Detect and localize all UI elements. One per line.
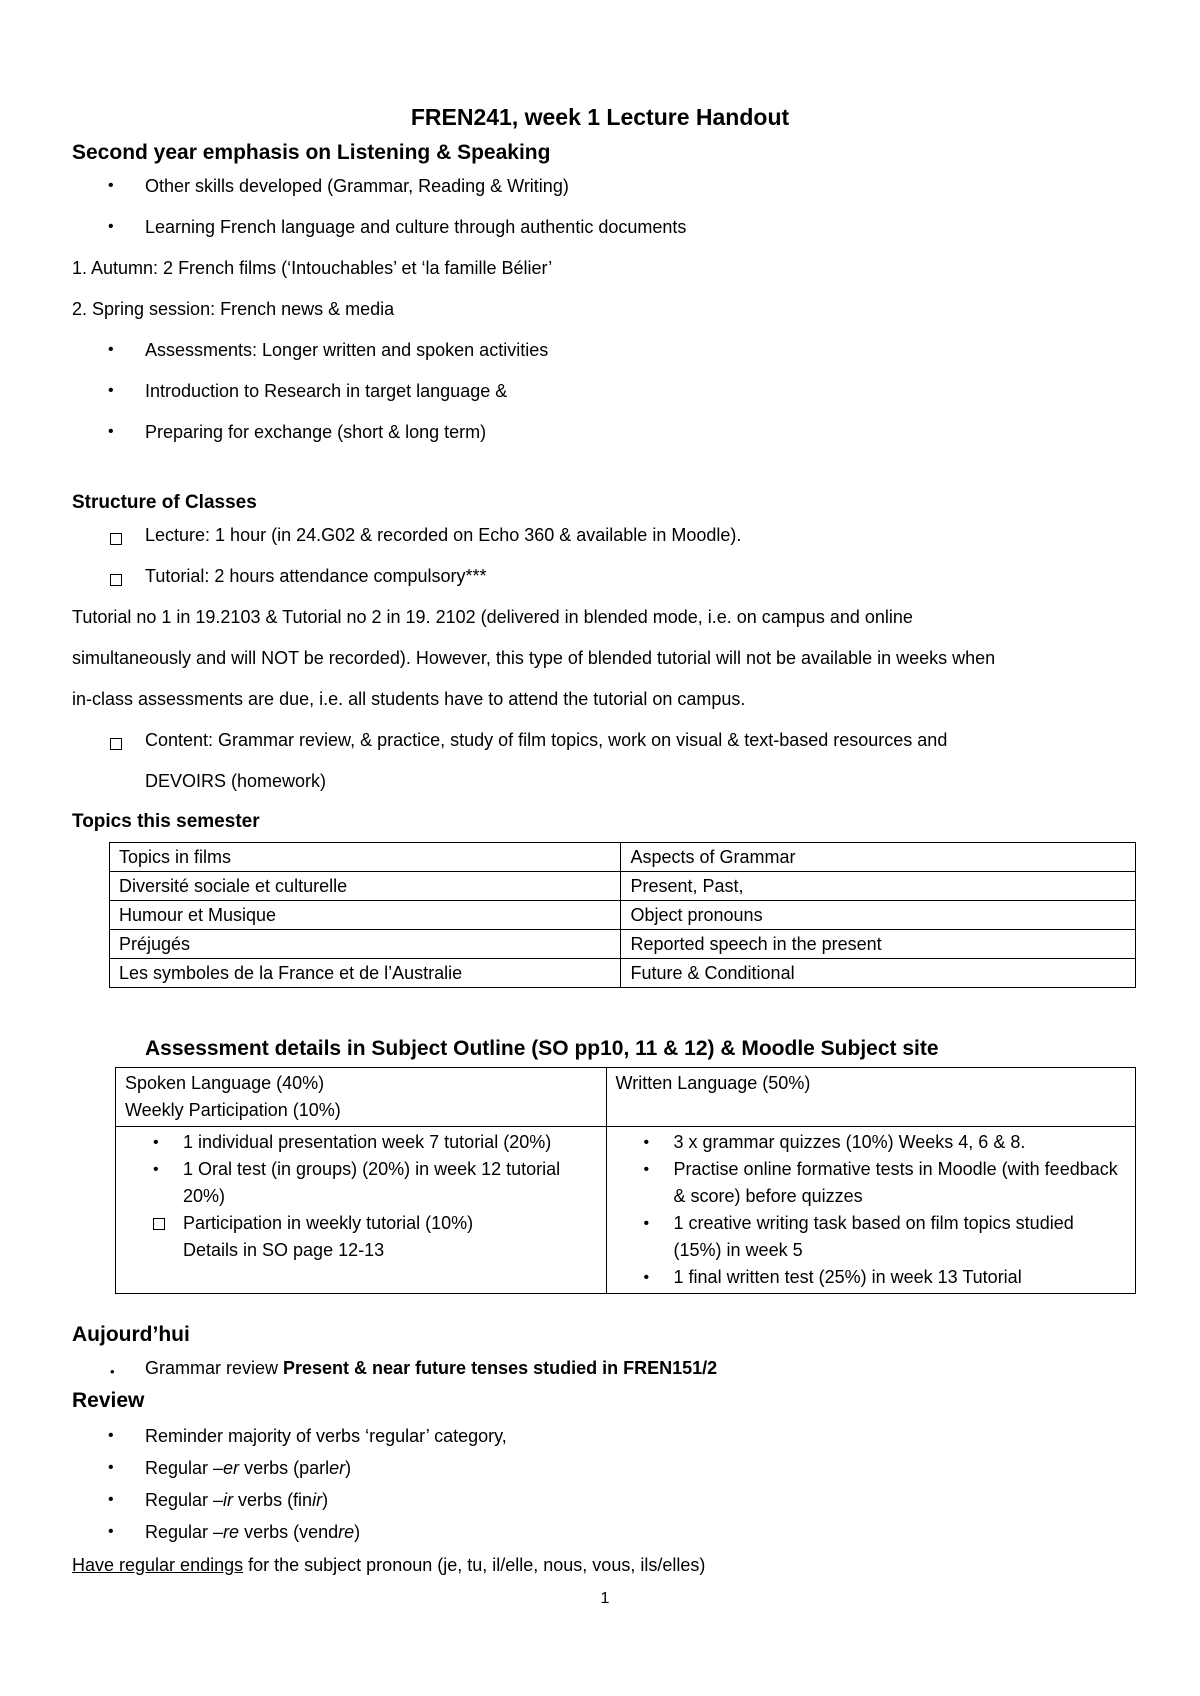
tutorial-para-line: in-class assessments are due, i.e. all students have to attend the tutorial on campus. [72, 689, 746, 709]
table-row [110, 872, 1136, 901]
tutorial-para-line: simultaneously and will NOT be recorded). However, this type of blended tutorial will not be available in weeks when [72, 648, 996, 668]
list-item: Regular –ir verbs (finir) [145, 1490, 329, 1510]
page-number: 1 [600, 1590, 610, 1607]
list-item: Assessments: Longer written and spoken activities [145, 340, 549, 360]
checkbox-icon [110, 528, 122, 549]
endings-line: Have regular endings for the subject pronoun (je, tu, il/elle, nous, vous, ils/elles) [72, 1555, 706, 1575]
list-item: Preparing for exchange (short & long term) [145, 422, 487, 442]
spoken-header: Spoken Language (40%) [125, 1073, 325, 1093]
table-cell: Humour et Musique [110, 901, 621, 930]
intro-heading: Second year emphasis on Listening & Speaking [72, 141, 551, 164]
table-row [110, 959, 1136, 988]
details-note: Details in SO page 12-13 [183, 1240, 385, 1260]
assessment-table [115, 1067, 1136, 1294]
table-row [116, 1127, 1136, 1294]
list-item: • Practise online formative tests in Moodle (with feedback & score) before quizzes [616, 1156, 1126, 1210]
table-row [116, 1068, 1136, 1127]
checkbox-icon [110, 733, 122, 754]
written-header: Written Language (50%) [615, 1073, 811, 1093]
list-item: • 1 final written test (25%) in week 13 Tutorial [616, 1264, 1126, 1291]
list-item: Other skills developed (Grammar, Reading & Writing) [145, 176, 569, 196]
content-item-cont: DEVOIRS (homework) [145, 771, 327, 791]
list-item: Introduction to Research in target language & [145, 381, 508, 401]
table-cell: Aspects of Grammar [621, 843, 1136, 872]
written-items-cell [606, 1127, 1135, 1294]
table-cell: Les symboles de la France et de l’Australie [110, 959, 621, 988]
bullet-icon: • [643, 1161, 650, 1178]
bullet-icon: • [153, 1134, 159, 1151]
topics-heading: Topics this semester [72, 811, 260, 832]
participation-header: Weekly Participation (10%) [125, 1100, 341, 1120]
bullet-icon: • [108, 1491, 114, 1508]
table-cell: Future & Conditional [621, 959, 1136, 988]
content-item: Content: Grammar review, & practice, study of film topics, work on visual & text-based resources and [145, 730, 948, 750]
bullet-icon: • [643, 1134, 650, 1151]
list-item: 2. Spring session: French news & media [72, 299, 395, 319]
review-heading: Review [72, 1389, 145, 1412]
page-title: FREN241, week 1 Lecture Handout [410, 104, 790, 130]
table-cell: Diversité sociale et culturelle [110, 872, 621, 901]
endings-link: Have regular endings [72, 1555, 244, 1575]
bullet-icon: • [108, 1459, 114, 1476]
checkbox-icon [110, 569, 122, 590]
bullet-icon: • [153, 1161, 159, 1178]
list-item: Learning French language and culture through authentic documents [145, 217, 687, 237]
table-row [110, 901, 1136, 930]
bullet-icon: • [108, 177, 114, 194]
list-item: • 1 Oral test (in groups) (20%) in week 12 tutorial 20%) [125, 1156, 597, 1210]
list-item: • 3 x grammar quizzes (10%) Weeks 4, 6 & 8. [616, 1129, 1126, 1156]
list-item: Reminder majority of verbs ‘regular’ category, [145, 1426, 507, 1446]
table-cell: Préjugés [110, 930, 621, 959]
table-cell: Topics in films [110, 843, 621, 872]
checkbox-icon [153, 1210, 165, 1237]
list-item: Regular –re verbs (vendre) [145, 1522, 361, 1542]
bullet-icon: • [108, 218, 114, 235]
today-heading: Aujourd’hui [72, 1323, 190, 1346]
spoken-header-cell [116, 1068, 607, 1127]
written-header-cell [606, 1068, 1135, 1127]
table-row [110, 930, 1136, 959]
bullet-icon: • [643, 1269, 650, 1286]
list-item: Participation in weekly tutorial (10%) [125, 1210, 597, 1237]
table-cell: Present, Past, [621, 872, 1136, 901]
topics-table [109, 842, 1136, 988]
bullet-icon: • [110, 1364, 115, 1379]
list-item: • 1 creative writing task based on film topics studied (15%) in week 5 [616, 1210, 1126, 1264]
tutorial-para-line: Tutorial no 1 in 19.2103 & Tutorial no 2 in 19. 2102 (delivered in blended mode, i.e. on campus and online [72, 607, 913, 627]
tutorial-item: Tutorial: 2 hours attendance compulsory*** [145, 566, 487, 586]
bullet-icon: • [108, 382, 114, 399]
bullet-icon: • [108, 341, 114, 358]
list-item: • 1 individual presentation week 7 tutorial (20%) [125, 1129, 597, 1156]
bullet-icon: • [108, 1523, 114, 1540]
table-cell: Object pronouns [621, 901, 1136, 930]
list-item: 1. Autumn: 2 French films (‘Intouchables’ et ‘la famille Bélier’ [72, 258, 553, 278]
lecture-item: Lecture: 1 hour (in 24.G02 & recorded on Echo 360 & available in Moodle). [145, 525, 742, 545]
assessment-heading: Assessment details in Subject Outline (SO pp10, 11 & 12) & Moodle Subject site [145, 1037, 939, 1060]
list-item: Regular –er verbs (parler) [145, 1458, 352, 1478]
bullet-icon: • [108, 423, 114, 440]
structure-heading: Structure of Classes [72, 492, 257, 513]
bullet-icon: • [643, 1215, 650, 1232]
spoken-items-cell [116, 1127, 607, 1294]
table-row [110, 843, 1136, 872]
table-cell: Reported speech in the present [621, 930, 1136, 959]
bullet-icon: • [108, 1427, 114, 1444]
today-item: Grammar review Present & near future tenses studied in FREN151/2 [145, 1358, 718, 1378]
